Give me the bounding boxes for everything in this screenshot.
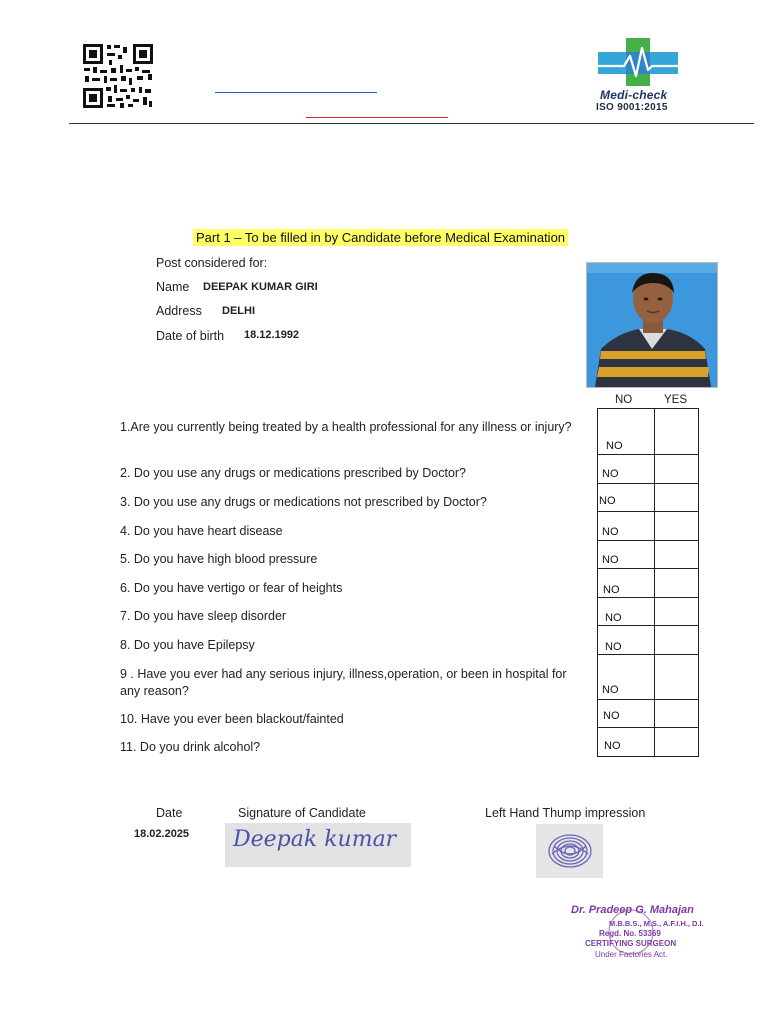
answer-no: NO	[602, 554, 619, 566]
candidate-signature: Deepak kumar	[233, 827, 397, 852]
signature-label: Signature of Candidate	[238, 806, 366, 820]
dob-value: 18.12.1992	[244, 329, 300, 341]
answer-row	[597, 568, 699, 598]
stamp-designation: CERTIFYING SURGEON	[585, 939, 677, 948]
stamp-doctor-name: Dr. Pradeep G. Mahajan	[571, 904, 694, 916]
column-header-yes: YES	[664, 394, 688, 406]
stamp-registration: Regd. No. 53369	[599, 929, 661, 938]
answer-row	[597, 597, 699, 626]
question-item: 10. Have you ever been blackout/fainted	[120, 712, 344, 726]
question-item: 8. Do you have Epilepsy	[120, 638, 255, 652]
header-divider	[69, 123, 754, 124]
question-item: 6. Do you have vertigo or fear of heights	[120, 581, 343, 595]
answer-row	[597, 408, 699, 455]
part-title: Part 1 – To be filled in by Candidate before Medical Examination	[193, 229, 568, 246]
thumb-label: Left Hand Thump impression	[485, 806, 646, 820]
answer-no: NO	[603, 710, 620, 722]
answer-no: NO	[599, 495, 616, 507]
logo-brand-name: Medi-check	[600, 88, 668, 102]
answer-no: NO	[602, 684, 619, 696]
column-header-no: NO	[615, 394, 633, 406]
answer-no: NO	[605, 612, 622, 624]
answer-no: NO	[606, 440, 623, 452]
question-item: 9 . Have you ever had any serious injury, illness,operation, or been in hospital for any reason?	[120, 667, 567, 698]
question-item: 1.Are you currently being treated by a health professional for any illness or injury?	[120, 420, 572, 434]
stamp-authority: Under Factories Act.	[595, 950, 668, 959]
answer-row	[597, 699, 699, 728]
post-label: Post considered for:	[156, 256, 268, 270]
date-label: Date	[156, 806, 183, 820]
question-item: 7. Do you have sleep disorder	[120, 609, 287, 623]
answer-row	[597, 727, 699, 757]
name-label: Name	[156, 280, 190, 294]
qr-code-icon	[82, 43, 154, 109]
answer-no: NO	[605, 641, 622, 653]
thumb-impression	[536, 824, 603, 878]
stamp-qualifications: M.B.B.S., M.S., A.F.I.H., D.I.	[609, 919, 704, 928]
logo-certification: ISO 9001:2015	[596, 102, 668, 113]
answer-no: NO	[602, 468, 619, 480]
answer-row	[597, 511, 699, 541]
answer-row	[597, 483, 699, 512]
header-link-underline	[306, 117, 448, 118]
question-item: 2. Do you use any drugs or medications prescribed by Doctor?	[120, 466, 467, 480]
question-item: 4. Do you have heart disease	[120, 524, 283, 538]
doctor-stamp	[565, 902, 715, 964]
address-value: DELHI	[222, 305, 255, 317]
answer-no: NO	[603, 584, 620, 596]
answer-row	[597, 654, 699, 700]
name-value: DEEPAK KUMAR GIRI	[203, 281, 318, 293]
dob-label: Date of birth	[156, 329, 225, 343]
question-item: 5. Do you have high blood pressure	[120, 552, 318, 566]
header-link-underline	[215, 92, 377, 93]
question-item: 3. Do you use any drugs or medications not prescribed by Doctor?	[120, 495, 487, 509]
candidate-photo	[586, 262, 718, 388]
answer-no: NO	[604, 740, 621, 752]
answer-row	[597, 625, 699, 655]
date-value: 18.02.2025	[134, 828, 190, 840]
question-item: 11. Do you drink alcohol?	[120, 740, 261, 754]
address-label: Address	[156, 304, 202, 318]
answer-no: NO	[602, 526, 619, 538]
answer-row	[597, 454, 699, 484]
answer-row	[597, 540, 699, 569]
